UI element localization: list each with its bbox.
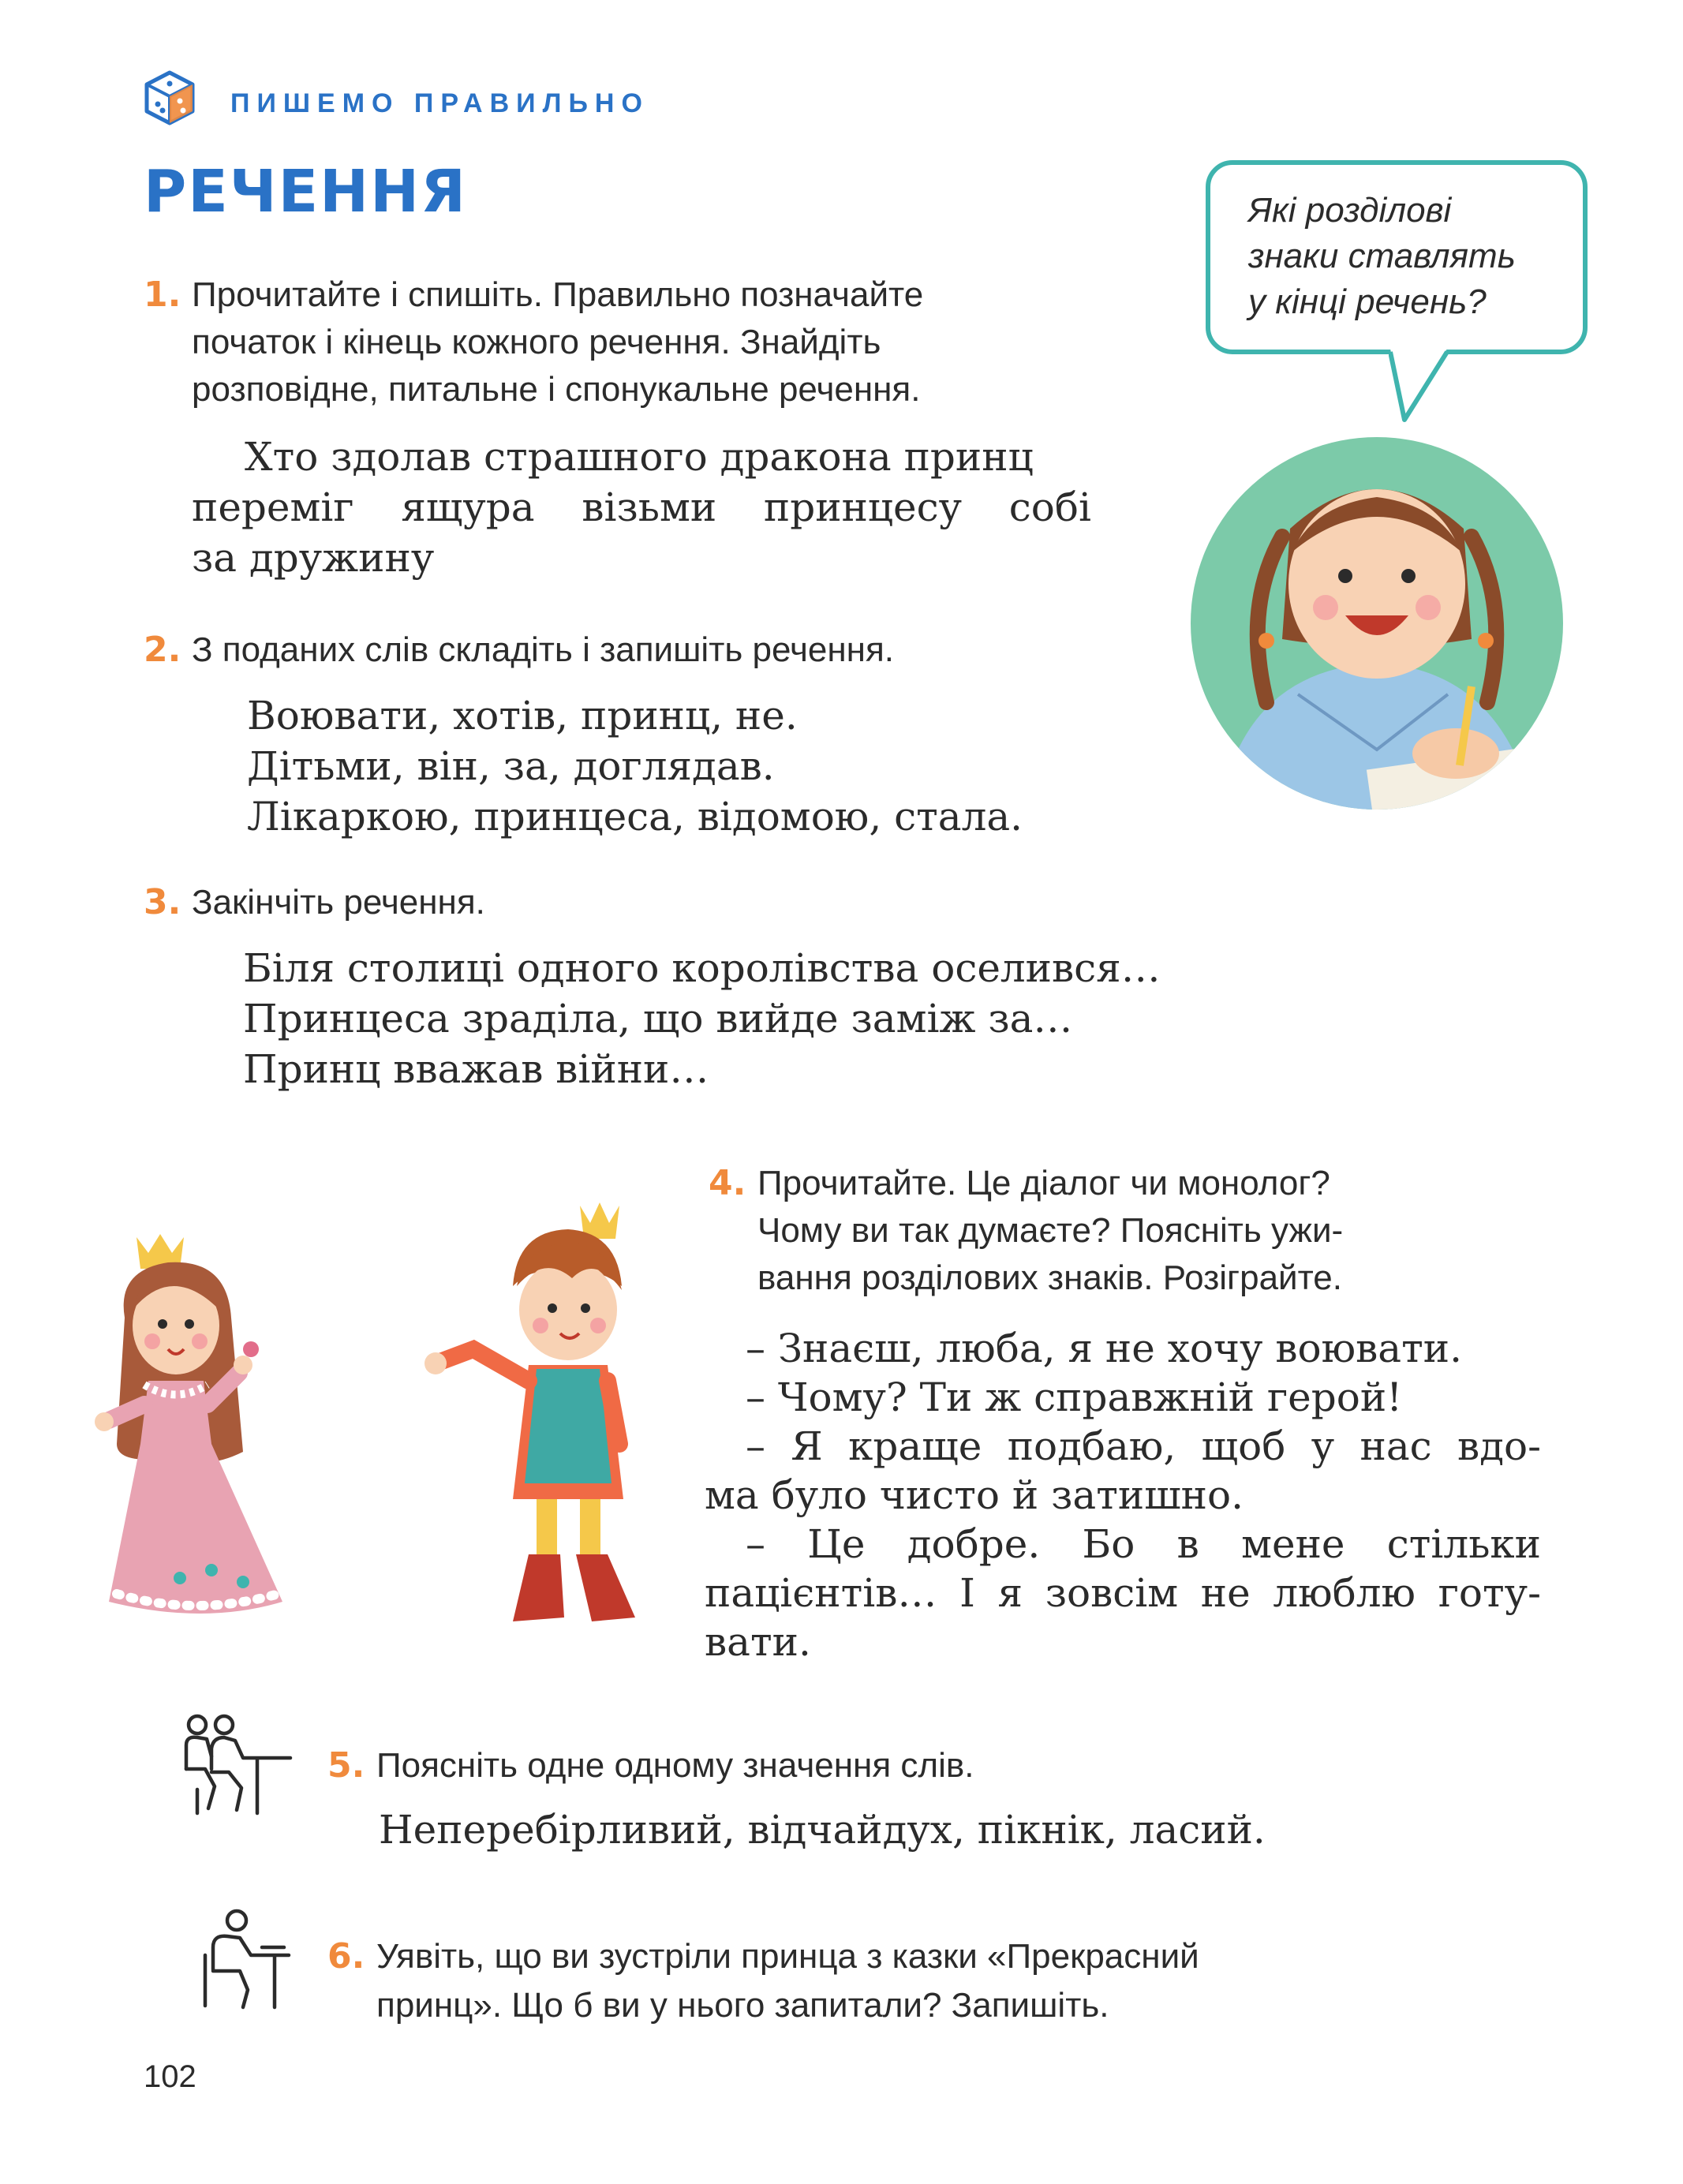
exercise-2-text-line: Лікаркою, принцеса, відомою, стала.	[247, 794, 1023, 840]
exercise-6-instruction-line: Уявіть, що ви зустріли принца з казки «Прекрасний	[376, 1937, 1199, 1976]
exercise-1-instruction-line: Прочитайте і спишіть. Правильно позначайте	[192, 275, 924, 314]
exercise-3-number: 3.	[144, 882, 181, 922]
exercise-4-instruction-line: Прочитайте. Це діалог чи монолог?	[757, 1164, 1330, 1202]
exercise-5-number: 5.	[327, 1745, 365, 1786]
bubble-text-line: знаки ставлять	[1248, 237, 1516, 275]
page-title: РЕЧЕННЯ	[144, 158, 467, 226]
exercise-4-instruction-line: Чому ви так думаєте? Поясніть ужи-	[757, 1211, 1344, 1250]
exercise-1-number: 1.	[144, 275, 181, 315]
exercise-1-text-line: переміг ящура візьми принцесу собі	[192, 484, 1091, 530]
exercise-2-text-line: Дітьми, він, за, доглядав.	[247, 743, 775, 789]
exercise-1-text-line: за дружину	[192, 535, 435, 581]
exercise-1-instruction-line: початок і кінець кожного речення. Знайдіть	[192, 323, 881, 361]
bubble-text-line: Які розділові	[1248, 191, 1452, 230]
prince-illustration	[410, 1191, 663, 1637]
exercise-4-text-line: – Це добре. Бо в мене стільки	[746, 1521, 1541, 1567]
exercise-1-text-line: Хто здолав страшного дракона принц	[245, 434, 1034, 480]
exercise-6-number: 6.	[327, 1936, 365, 1976]
exercise-4-text-line: ма було чисто й затишно.	[705, 1472, 1244, 1518]
exercise-6-instruction-line: принц». Що б ви у нього запитали? Запишіть.	[376, 1986, 1109, 2025]
exercise-5-text-line: Неперебірливий, відчайдух, пікнік, ласий.	[379, 1807, 1266, 1853]
section-label: ПИШЕМО ПРАВИЛЬНО	[230, 88, 649, 118]
exercise-4-instruction-line: вання розділових знаків. Розіграйте.	[757, 1258, 1342, 1297]
exercise-2-number: 2.	[144, 630, 181, 670]
speech-bubble-tail	[1389, 347, 1460, 426]
exercise-2-instruction-line: З поданих слів складіть і запишіть речення.	[192, 630, 895, 669]
exercise-4-text-line: пацієнтів… І я зовсім не люблю готу-	[705, 1570, 1541, 1616]
pair-work-icon	[180, 1714, 298, 1820]
individual-writing-icon	[196, 1908, 298, 2014]
exercise-3-text-line: Принцеса зраділа, що вийде заміж за…	[243, 996, 1073, 1042]
exercise-3-text-line: Біля столиці одного королівства оселився…	[243, 945, 1161, 991]
girl-writing-illustration	[1187, 434, 1566, 817]
exercise-4-text-line: вати.	[705, 1619, 811, 1665]
exercise-4-text-line: – Знаєш, люба, я не хочу воювати.	[746, 1326, 1462, 1371]
exercise-2-text-line: Воювати, хотів, принц, не.	[247, 693, 798, 739]
exercise-1-instruction-line: розповідне, питальне і спонукальне речення.	[192, 370, 921, 409]
exercise-3-instruction-line: Закінчіть речення.	[192, 883, 485, 922]
exercise-4-number: 4.	[709, 1163, 746, 1203]
dice-cube-icon	[142, 69, 197, 130]
exercise-3-text-line: Принц вважав війни…	[243, 1046, 709, 1092]
exercise-5-instruction-line: Поясніть одне одному значення слів.	[376, 1746, 974, 1785]
exercise-4-text-line: – Я краще подбаю, щоб у нас вдо-	[746, 1423, 1541, 1469]
princess-illustration	[93, 1223, 353, 1637]
bubble-text-line: у кінці речень?	[1248, 282, 1487, 321]
page-number: 102	[144, 2059, 196, 2094]
exercise-4-text-line: – Чому? Ти ж справжній герой!	[746, 1374, 1403, 1420]
